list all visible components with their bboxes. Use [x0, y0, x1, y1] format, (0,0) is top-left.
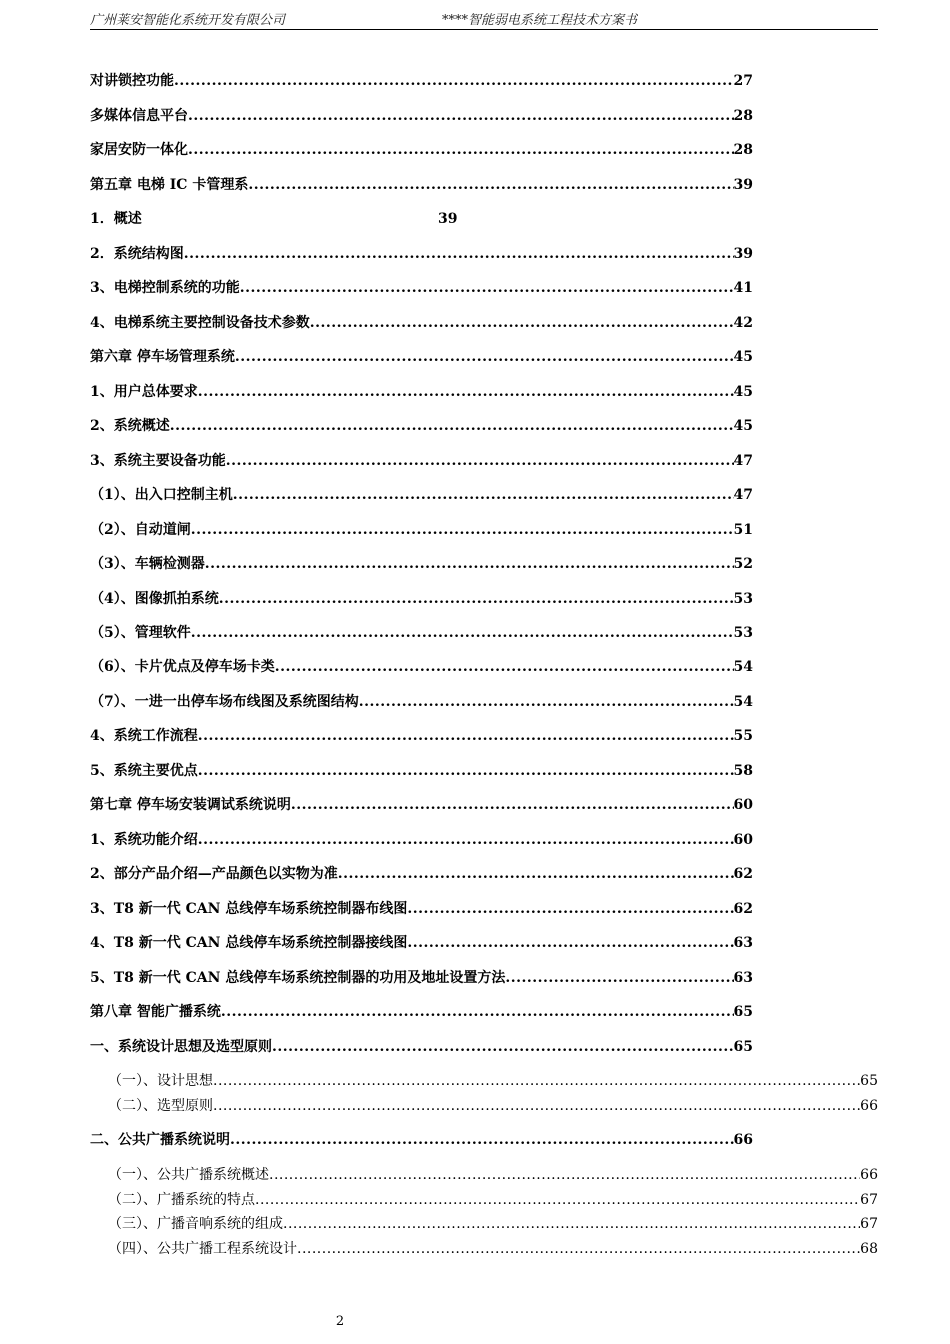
toc-entry[interactable] [108, 1214, 878, 1234]
toc-entry[interactable] [90, 451, 753, 471]
toc-entry[interactable] [108, 1071, 878, 1091]
toc-leader [170, 416, 734, 436]
toc-entry-label: 多媒体信息平台 [90, 108, 188, 124]
toc-entry[interactable] [90, 278, 753, 298]
toc-entry[interactable] [90, 726, 753, 746]
toc-leader [255, 1190, 860, 1210]
toc-entry[interactable] [90, 1002, 753, 1022]
toc-entry-label: 4、电梯系统主要控制设备技术参数 [90, 315, 310, 331]
toc-leader [191, 623, 734, 643]
toc-entry[interactable] [90, 899, 753, 919]
toc-entry-page: 53 [733, 591, 753, 607]
toc-entry-label: 第七章 停车场安装调试系统说明 [90, 797, 291, 813]
toc-entry-page: 65 [733, 1004, 753, 1020]
toc-entry-label: （一）、设计思想 [108, 1073, 213, 1089]
toc-entry[interactable] [90, 657, 753, 677]
toc-leader [338, 864, 734, 884]
toc-entry-label: 5、系统主要优点 [90, 763, 198, 779]
toc-entry-label: （二）、广播系统的特点 [108, 1192, 255, 1208]
toc-entry[interactable] [90, 416, 753, 436]
toc-entry-label: 第八章 智能广播系统 [90, 1004, 221, 1020]
toc-entry-label: （4）、图像抓拍系统 [90, 591, 219, 607]
toc-entry[interactable] [90, 520, 753, 540]
toc-entry-label: 1、用户总体要求 [90, 384, 198, 400]
toc-entry-label: 4、系统工作流程 [90, 728, 198, 744]
toc-entry[interactable] [90, 933, 753, 953]
toc-leader [198, 382, 734, 402]
toc-entry-page: 60 [733, 832, 753, 848]
toc-entry[interactable] [90, 347, 753, 367]
toc-entry-page: 55 [733, 728, 753, 744]
toc-leader [198, 761, 734, 781]
toc-leader [213, 1071, 860, 1091]
toc-entry-page: 28 [733, 142, 753, 158]
toc-entry-label: 2、部分产品介绍—产品颜色以实物为准 [90, 866, 338, 882]
toc-entry-page: 67 [860, 1192, 878, 1208]
toc-entry[interactable] [90, 692, 753, 712]
toc-entry-page: 53 [733, 625, 753, 641]
toc-entry[interactable] [90, 140, 753, 160]
toc-entry[interactable] [108, 1239, 878, 1259]
page-header [90, 9, 878, 30]
toc-entry-label: 5、T8 新一代 CAN 总线停车场系统控制器的功用及地址设置方法 [90, 970, 506, 986]
toc-entry-label: 第五章 电梯 IC 卡管理系 [90, 177, 249, 193]
toc-entry[interactable] [90, 864, 753, 884]
toc-entry[interactable] [90, 175, 753, 195]
toc-leader [213, 1096, 860, 1116]
toc-leader [297, 1239, 860, 1259]
toc-entry-page: 45 [733, 384, 753, 400]
toc-entry-page: 67 [860, 1216, 878, 1232]
toc-leader [205, 554, 734, 574]
toc-entry-page: 51 [733, 522, 753, 538]
toc-leader [272, 1037, 734, 1057]
toc-entry-page: 45 [733, 418, 753, 434]
toc-entry-label: 2、系统概述 [90, 418, 170, 434]
toc-leader [235, 347, 734, 367]
toc-entry-page: 58 [733, 763, 753, 779]
toc-leader [505, 968, 733, 988]
toc-entry-page: 54 [733, 694, 753, 710]
toc-entry[interactable] [108, 1190, 878, 1210]
toc-leader [283, 1214, 860, 1234]
toc-entry-page: 42 [733, 315, 753, 331]
toc-entry-label: （2）、自动道闸 [90, 522, 191, 538]
toc-entry-label: （3）、车辆检测器 [90, 556, 205, 572]
toc-entry-label: （5）、管理软件 [90, 625, 191, 641]
toc-entry[interactable] [90, 244, 753, 264]
toc-entry-page: 39 [438, 211, 458, 227]
toc-leader [248, 175, 733, 195]
toc-entry-label: 对讲锁控功能 [90, 73, 174, 89]
toc-leader [221, 1002, 734, 1022]
toc-entry-page: 47 [733, 487, 753, 503]
page-number: 2 [335, 1314, 345, 1329]
toc-leader [198, 726, 734, 746]
toc-entry-page: 28 [733, 108, 753, 124]
toc-leader [407, 899, 733, 919]
toc-leader [359, 692, 734, 712]
toc-leader [230, 1130, 734, 1150]
toc-entry-label: 第六章 停车场管理系统 [90, 349, 235, 365]
toc-entry-label: （二）、选型原则 [108, 1098, 213, 1114]
toc-entry-label: （6）、卡片优点及停车场卡类 [90, 659, 275, 675]
toc-entry-page: 54 [733, 659, 753, 675]
toc-entry-label: 二、公共广播系统说明 [90, 1132, 230, 1148]
toc-entry-page: 65 [733, 1039, 753, 1055]
toc-entry-label: （一）、公共广播系统概述 [108, 1167, 269, 1183]
toc-entry-page: 27 [733, 73, 753, 89]
toc-leader [191, 520, 734, 540]
toc-leader [174, 71, 734, 91]
toc-entry[interactable] [90, 830, 753, 850]
toc-entry-page: 65 [860, 1073, 878, 1089]
toc-entry[interactable] [90, 313, 753, 333]
toc-entry-label: 1、系统功能介绍 [90, 832, 198, 848]
toc-entry[interactable] [90, 209, 457, 229]
toc-entry-page: 63 [733, 970, 753, 986]
toc-entry[interactable] [90, 382, 753, 402]
toc-leader [240, 278, 734, 298]
toc-entry-label: 一、系统设计思想及选型原则 [90, 1039, 272, 1055]
toc-entry-page: 60 [733, 797, 753, 813]
toc-entry-label: 家居安防一体化 [90, 142, 188, 158]
toc-entry-label: （四）、公共广播工程系统设计 [108, 1241, 297, 1257]
toc-leader [407, 933, 733, 953]
toc-entry[interactable] [90, 554, 753, 574]
toc-leader [219, 589, 734, 609]
toc-entry[interactable] [90, 589, 753, 609]
toc-entry-label: （三）、广播音响系统的组成 [108, 1216, 283, 1232]
toc-leader [184, 244, 734, 264]
toc-entry-page: 68 [860, 1241, 878, 1257]
toc-entry-label: 3、T8 新一代 CAN 总线停车场系统控制器布线图 [90, 901, 408, 917]
header-company: 广州莱安智能化系统开发有限公司 [90, 13, 286, 28]
toc-entry-page: 66 [733, 1132, 753, 1148]
toc-entry-page: 66 [860, 1167, 878, 1183]
toc-entry-page: 45 [733, 349, 753, 365]
toc-entry-label: （1）、出入口控制主机 [90, 487, 233, 503]
toc-entry[interactable] [108, 1096, 878, 1116]
toc-entry-page: 66 [860, 1098, 878, 1114]
toc-entry-page: 39 [733, 246, 753, 262]
toc-entry[interactable] [90, 968, 753, 988]
toc-entry-page: 47 [733, 453, 753, 469]
toc-leader [188, 106, 734, 126]
toc-entry-page: 39 [733, 177, 753, 193]
toc-leader [310, 313, 734, 333]
toc-leader [226, 451, 734, 471]
toc-entry[interactable] [90, 795, 753, 815]
toc-leader [275, 657, 734, 677]
toc-entry-page: 41 [733, 280, 753, 296]
header-document-title: ****智能弱电系统工程技术方案书 [442, 13, 638, 28]
toc-entry[interactable] [90, 485, 753, 505]
toc-entry-page: 62 [733, 901, 753, 917]
toc-entry[interactable] [108, 1165, 878, 1185]
toc-entry-label: 3、系统主要设备功能 [90, 453, 226, 469]
toc-entry[interactable] [90, 1130, 753, 1150]
toc-entry-label: 4、T8 新一代 CAN 总线停车场系统控制器接线图 [90, 935, 408, 951]
toc-entry[interactable] [90, 1037, 753, 1057]
toc-entry-label: 3、电梯控制系统的功能 [90, 280, 240, 296]
toc-entry-label: 1．概述 [90, 211, 142, 227]
toc-entry-label: 2．系统结构图 [90, 246, 184, 262]
toc-entry-page: 62 [733, 866, 753, 882]
toc-entry[interactable] [90, 106, 753, 126]
toc-leader [269, 1165, 860, 1185]
toc-entry-page: 52 [733, 556, 753, 572]
toc-entry-page: 63 [733, 935, 753, 951]
toc-leader [188, 140, 734, 160]
toc-leader [198, 830, 734, 850]
toc-entry-label: （7）、一进一出停车场布线图及系统图结构 [90, 694, 359, 710]
toc-entry[interactable] [90, 761, 753, 781]
toc-leader [291, 795, 734, 815]
toc-entry[interactable] [90, 71, 753, 91]
toc-leader [233, 485, 734, 505]
toc-entry[interactable] [90, 623, 753, 643]
